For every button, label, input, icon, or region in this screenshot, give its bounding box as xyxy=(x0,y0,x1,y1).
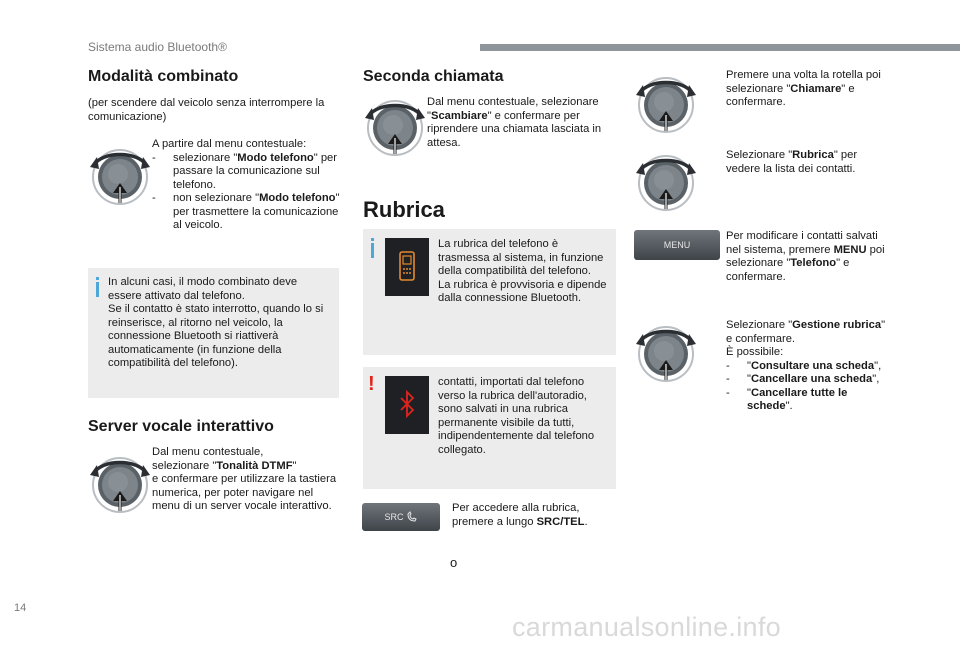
list-item: - selezionare "Modo telefono" per passare la comunicazione sul telefono. xyxy=(152,151,337,191)
rotary-knob-icon xyxy=(88,143,152,207)
combined-mode-steps xyxy=(152,138,342,233)
rotary-knob-icon xyxy=(634,320,698,384)
combined-mode-title: Modalità combinato xyxy=(88,68,239,85)
step-menu-text: Per modificare i contatti salvati nel sistema, premere MENU poi selezionare "Telefono" e confermare. xyxy=(726,230,885,283)
step-contacts-text: Selezionare "Rubrica" per vedere la lista dei contatti. xyxy=(726,149,858,175)
section-header: Sistema audio Bluetooth® xyxy=(88,40,227,54)
phone-handset-icon xyxy=(406,511,418,523)
info-icon xyxy=(371,243,374,258)
bluetooth-icon xyxy=(385,376,429,434)
contacts-warning: contatti, importati dal telefono verso la rubrica dell'autoradio, sono salvati in una rubrica permanente visibile da tutti, indipendentemente dal telefono collegato. xyxy=(438,376,595,456)
info-icon xyxy=(96,282,99,297)
src-tel-text: Per accedere alla rubrica, premere a lungo SRC/TEL. xyxy=(452,502,588,528)
contacts-info: La rubrica del telefono è trasmessa al sistema, in funzione della compatibilità del telefono. La rubrica è provvisoria e dipende dalla connessione Bluetooth. xyxy=(438,238,607,304)
page-number: 14 xyxy=(14,602,27,614)
step-call-text: Premere una volta la rotella poi selezionare "Chiamare" e confermare. xyxy=(726,69,881,108)
header-rule xyxy=(480,44,960,51)
bluetooth-tile xyxy=(385,376,429,434)
rotary-knob-icon xyxy=(634,149,698,213)
contacts-title: Rubrica xyxy=(363,197,445,222)
second-call-text: Dal menu contestuale, selezionare "Scambiare" e confermare per riprendere una chiamata lasciata in attesa. xyxy=(427,96,602,149)
voice-server-text: Dal menu contestuale, selezionare "Tonalità DTMF" e confermare per utilizzare la tastiera numerica, per poter navigare nel menu di un server vocale interattivo. xyxy=(152,446,337,512)
rotary-knob-icon xyxy=(634,71,698,135)
step-manage-text: Selezionare "Gestione rubrica" e confermare. È possibile: - "Consultare una scheda", - "Cancellare una scheda", - "Cancellare tutte le schede". xyxy=(726,319,891,414)
combined-mode-info: In alcuni casi, il modo combinato deve essere attivato dal telefono. Se il contatto è stato interrotto, quando lo si reinserisce, al ritorno nel veicolo, la connessione Bluetooth si riattiverà automaticamente (in funzione della compatibilità del telefono). xyxy=(108,276,324,369)
mobile-phone-icon xyxy=(385,238,429,296)
rotary-knob-icon xyxy=(363,94,427,158)
rotary-knob-icon xyxy=(88,451,152,515)
list-item: - "Cancellare una scheda", xyxy=(726,373,880,385)
list-item: - "Cancellare tutte le schede". xyxy=(726,386,848,412)
list-item: - "Consultare una scheda", xyxy=(726,359,882,372)
menu-button: MENU xyxy=(634,230,720,260)
list-item: - non selezionare "Modo telefono" per trasmettere la comunicazione al veicolo. xyxy=(152,192,340,231)
watermark: carmanualsonline.info xyxy=(512,612,781,642)
second-call-title: Seconda chiamata xyxy=(363,68,504,85)
footer-mark: o xyxy=(450,555,458,570)
combined-mode-lead: A partire dal menu contestuale: xyxy=(152,138,307,150)
warning-icon: ! xyxy=(368,373,375,395)
voice-server-title: Server vocale interattivo xyxy=(88,418,274,435)
combined-mode-intro: (per scendere dal veicolo senza interrompere la comunicazione) xyxy=(88,97,325,123)
phone-tile xyxy=(385,238,429,296)
src-tel-button: SRC xyxy=(362,503,440,531)
